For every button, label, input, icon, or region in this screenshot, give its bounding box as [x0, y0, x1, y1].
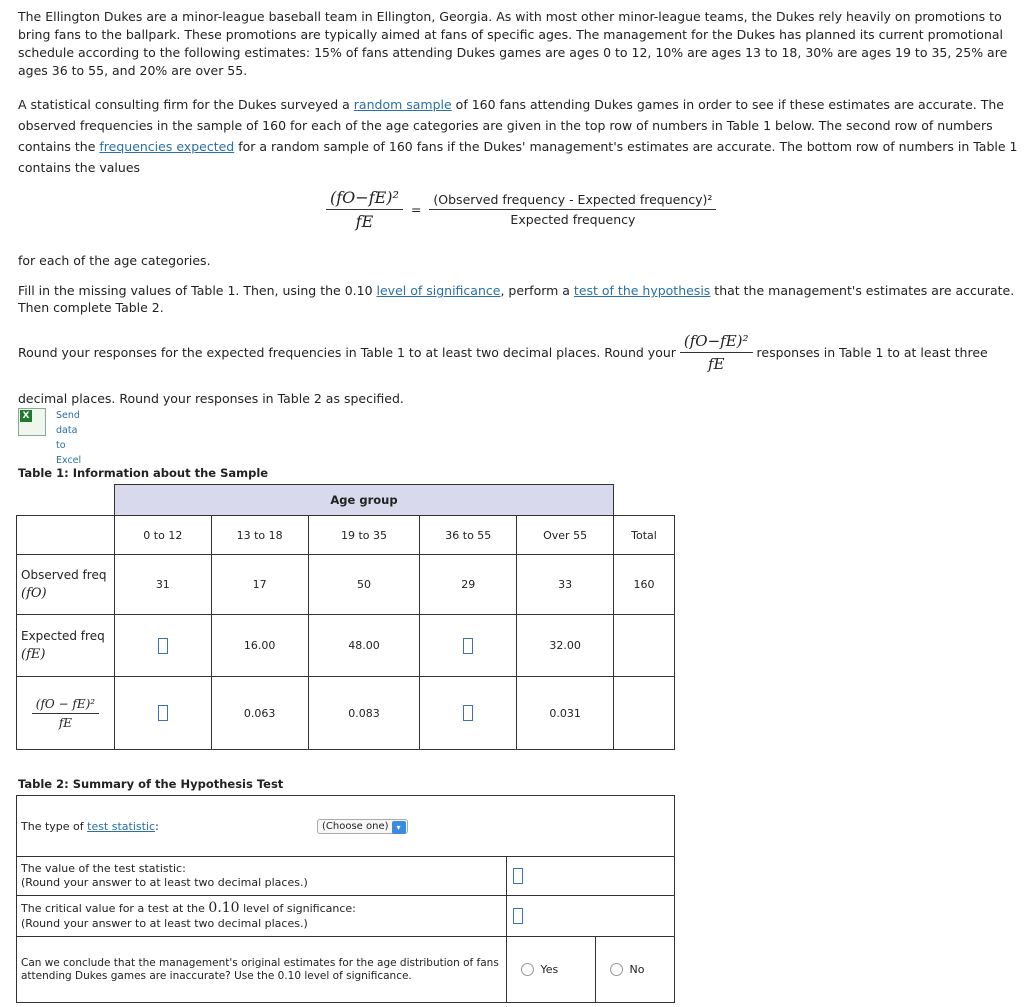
- critical-value-input[interactable]: [513, 908, 523, 924]
- chi-input-cell: [114, 677, 211, 750]
- test-type-row: [17, 796, 675, 857]
- observed-cell: 29: [420, 555, 517, 615]
- test-value-input[interactable]: [513, 868, 523, 884]
- test-type-colon: :: [155, 819, 159, 833]
- random-sample-link[interactable]: random sample: [353, 97, 452, 112]
- expected-cell: 16.00: [211, 615, 308, 677]
- expected-cell-total: [614, 615, 675, 677]
- rounding-text-2: responses in Table 1 to at least three: [756, 345, 988, 360]
- instructions-paragraph: [18, 282, 1018, 316]
- survey-paragraph: [18, 94, 1018, 178]
- rounding-text-1: Round your responses for the expected frequencies in Table 1 to at least two decimal places. Round your: [18, 345, 676, 360]
- instructions-text-3: that the management's estimates are accurate. Then complete Table 2.: [18, 283, 1015, 315]
- test-value-label: [17, 857, 507, 896]
- table1-corner: [17, 516, 115, 555]
- send-to-excel-button[interactable]: [18, 408, 82, 466]
- test-type-select[interactable]: [317, 819, 408, 834]
- yes-radio[interactable]: [521, 963, 534, 976]
- critical-value-label: [17, 896, 507, 937]
- chi-input-0-12[interactable]: [158, 705, 168, 721]
- expected-row-label: [17, 615, 115, 677]
- instructions-text-2: , perform a: [500, 283, 574, 298]
- critical-value-text-1: [21, 901, 502, 916]
- test-type-select-cell: [313, 796, 675, 857]
- test-type-label: [17, 796, 314, 857]
- critical-value-input-cell: [507, 896, 675, 937]
- observed-cell: 160: [614, 555, 675, 615]
- critical-value-row: [17, 896, 675, 937]
- table1: [16, 515, 675, 750]
- conclusion-text-2: attending Dukes games are inaccurate? Use the 0.10 level of significance.: [21, 969, 412, 982]
- conclusion-label: [17, 937, 507, 1003]
- send-to-excel-line1[interactable]: Send data: [56, 410, 80, 436]
- chi-row-label: [17, 677, 115, 750]
- excel-icon: X: [18, 408, 46, 436]
- intro-paragraph: The Ellington Dukes are a minor-league baseball team in Ellington, Georgia. As with most other minor-league teams, the Dukes rely heavily on promotions to bring fans to the ballpark. These promotions are typically aimed at fans of specific ages. The management for the Dukes has planned its current promotional schedule according to the following estimates: 15% of fans attending Dukes games are ages 0 to 12, 10% are ages 13 to 18, 30% are ages 19 to 35, 25% are ages 36 to 55, and 20% are over 55.: [18, 9, 1008, 78]
- inline-fraction: [680, 332, 753, 373]
- test-of-hypothesis-link[interactable]: test of the hypothesis: [573, 283, 711, 298]
- chi-square-formula: [326, 188, 726, 231]
- chi-row-fraction: [32, 697, 99, 730]
- critical-text-post: level of significance:: [239, 902, 356, 915]
- formula-lhs-denominator: fE: [355, 212, 374, 231]
- inline-fraction-numerator: (fO−fE)²: [680, 332, 753, 353]
- table2: [16, 795, 675, 1003]
- age-group-header: Age group: [114, 484, 614, 516]
- chi-row: [17, 677, 675, 750]
- chi-row-numerator: (fO − fE)²: [32, 697, 99, 714]
- rounding-text-3: decimal places. Round your responses in Table 2 as specified.: [18, 391, 404, 406]
- observed-row-label: [17, 555, 115, 615]
- conclusion-row: [17, 937, 675, 1003]
- survey-text-3: for a random sample of 160 fans if the Dukes' management's estimates are accurate. The bottom row of numbers in Table 1 contains the values: [18, 139, 1018, 175]
- select-arrow-icon: ▾: [392, 821, 406, 834]
- formula-rhs: [429, 192, 716, 227]
- col-header: Over 55: [517, 516, 614, 555]
- critical-text-pre: The critical value for a test at the: [21, 902, 209, 915]
- yes-option-cell: [507, 937, 596, 1003]
- chi-input-cell: [420, 677, 517, 750]
- test-value-input-cell: [507, 857, 675, 896]
- col-header: 13 to 18: [211, 516, 308, 555]
- formula-equals: =: [410, 202, 422, 217]
- level-of-significance-link[interactable]: level of significance: [376, 283, 501, 298]
- test-type-select-value: (Choose one): [322, 820, 389, 832]
- chi-input-36-55[interactable]: [463, 705, 473, 721]
- critical-value-text-2: (Round your answer to at least two decimal places.): [21, 917, 308, 930]
- expected-input-36-55[interactable]: [463, 638, 473, 654]
- chi-cell: 0.031: [517, 677, 614, 750]
- observed-cell: 33: [517, 555, 614, 615]
- expected-input-cell: [114, 615, 211, 677]
- no-label[interactable]: No: [629, 963, 645, 977]
- table1-header-row: [17, 516, 675, 555]
- expected-cell: 32.00: [517, 615, 614, 677]
- test-type-text: The type of: [21, 819, 88, 833]
- observed-row: [17, 555, 675, 615]
- formula-lhs-numerator: (fO−fE)²: [326, 188, 403, 210]
- yes-label[interactable]: Yes: [540, 963, 559, 977]
- expected-label: Expected freq: [21, 629, 105, 643]
- frequencies-expected-link[interactable]: frequencies expected: [99, 139, 235, 154]
- expected-symbol: (fE): [21, 647, 46, 662]
- test-value-text-2: (Round your answer to at least two decimal places.): [21, 876, 308, 889]
- survey-text-2: of 160 fans attending Dukes games in order to see if these estimates are accurate. The observed frequencies in the sample of 160 for each of the age categories are given in the top row of numbers in Table 1 below. The second row of numbers contains the: [18, 97, 1004, 154]
- test-value-text-1: The value of the test statistic:: [21, 862, 186, 875]
- no-option-cell: [596, 937, 675, 1003]
- expected-row: [17, 615, 675, 677]
- no-radio[interactable]: [610, 963, 623, 976]
- age-categories-text: for each of the age categories.: [18, 253, 211, 268]
- test-value-row: [17, 857, 675, 896]
- chi-row-denominator: fE: [58, 715, 73, 730]
- observed-cell: 17: [211, 555, 308, 615]
- formula-rhs-numerator: (Observed frequency - Expected frequency)²: [429, 192, 716, 210]
- chi-cell-total: [614, 677, 675, 750]
- col-header: Total: [614, 516, 675, 555]
- expected-cell: 48.00: [308, 615, 420, 677]
- col-header: 0 to 12: [114, 516, 211, 555]
- observed-symbol: (fO): [21, 586, 47, 601]
- formula-rhs-denominator: Expected frequency: [510, 212, 636, 227]
- send-to-excel-label[interactable]: [56, 408, 81, 468]
- col-header: 36 to 55: [420, 516, 517, 555]
- formula-lhs: [326, 188, 403, 231]
- conclusion-text-1: Can we conclude that the management's original estimates for the age distribution of fans: [21, 956, 499, 969]
- observed-cell: 50: [308, 555, 420, 615]
- inline-fraction-denominator: fE: [707, 355, 725, 373]
- expected-input-cell: [420, 615, 517, 677]
- observed-cell: 31: [114, 555, 211, 615]
- expected-input-0-12[interactable]: [158, 638, 168, 654]
- chi-cell: 0.083: [308, 677, 420, 750]
- chi-cell: 0.063: [211, 677, 308, 750]
- table1-title: Table 1: Information about the Sample: [18, 466, 269, 480]
- rounding-paragraph: [18, 332, 1018, 373]
- observed-label: Observed freq: [21, 568, 107, 582]
- survey-text-1: A statistical consulting firm for the Dukes surveyed a: [18, 97, 354, 112]
- col-header: 19 to 35: [308, 516, 420, 555]
- table2-title: Table 2: Summary of the Hypothesis Test: [18, 777, 284, 791]
- send-to-excel-line2[interactable]: to Excel: [56, 440, 82, 466]
- test-statistic-link[interactable]: test statistic: [87, 819, 156, 833]
- critical-alpha: 0.10: [208, 900, 240, 916]
- instructions-text-1: Fill in the missing values of Table 1. Then, using the 0.10: [18, 283, 377, 298]
